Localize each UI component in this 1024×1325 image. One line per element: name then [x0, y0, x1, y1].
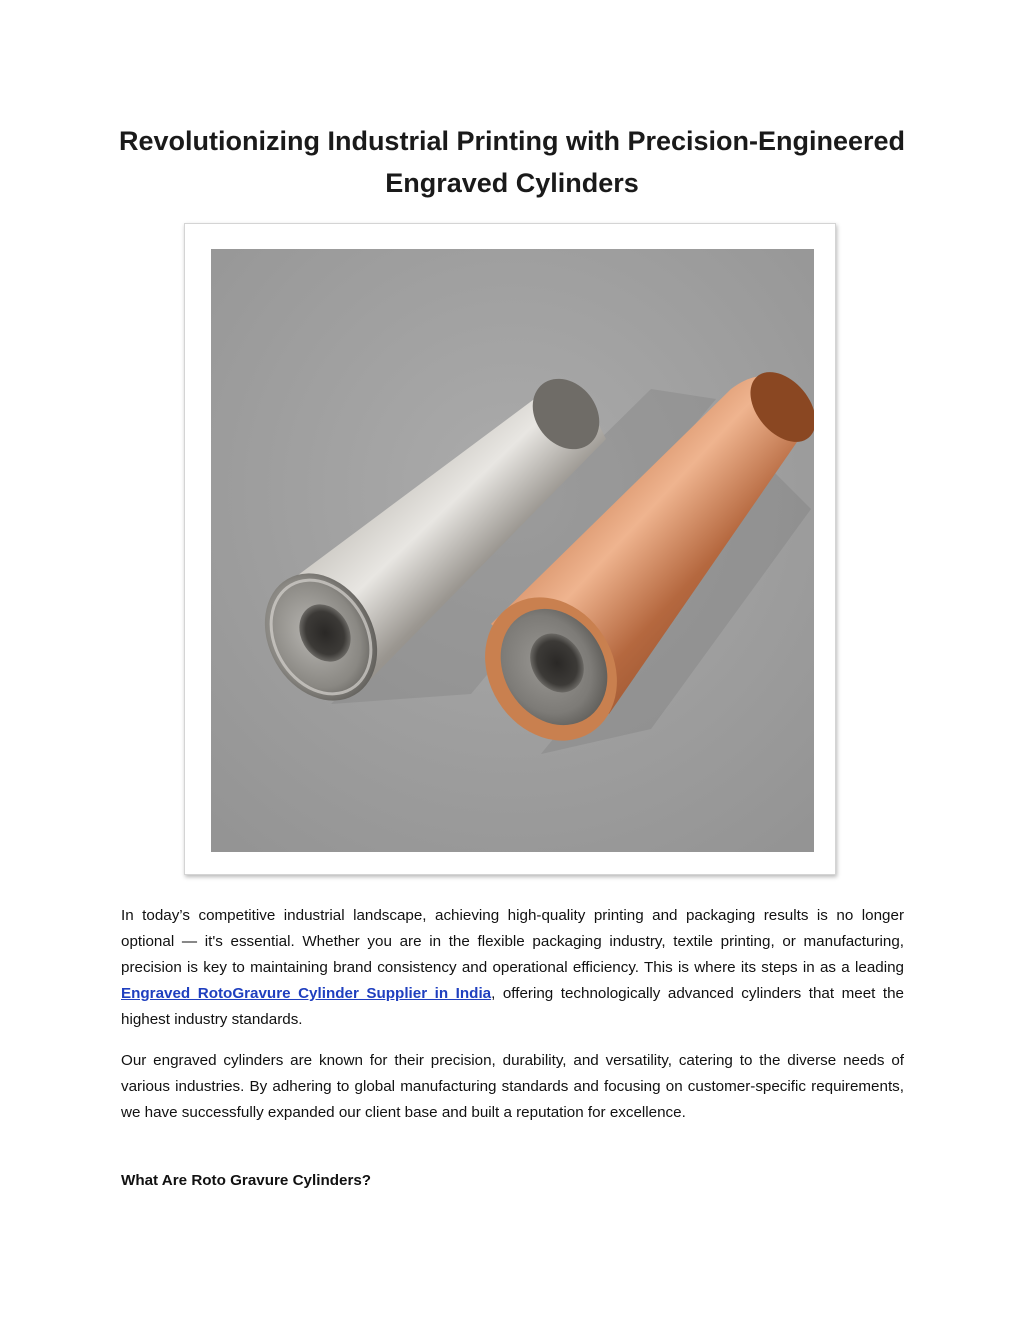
cylinders-illustration — [211, 249, 814, 852]
cylinders-paragraph: Our engraved cylinders are known for their precision, durability, and versatility, catering to the diverse needs of various industries. By adhering to global manufacturing standards and focusing on customer-specific requirements, we have successfully expanded our client base and built a reputation for excellence. — [121, 1052, 904, 1121]
page-title: Revolutionizing Industrial Printing with Precision-Engineered Engraved Cylinders — [118, 126, 906, 198]
intro-text-before: In today’s competitive industrial landscape, achieving high-quality printing and packaging results is no longer optional — it's essential. Whether you are in the flexible packaging industry, textile printing, or manufacturing, precision is key to maintaining brand consistency and operational efficiency. This is where its steps in as a leading — [121, 907, 904, 976]
figure-frame — [184, 223, 836, 875]
two-cylinders-photo — [211, 249, 814, 852]
section-heading: What Are Roto Gravure Cylinders? — [121, 1172, 372, 1189]
supplier-link[interactable]: Engraved RotoGravure Cylinder Supplier in India — [121, 985, 492, 1002]
intro-text-after: , offering technologically advanced cylinders that meet the highest industry standards. — [121, 985, 904, 1028]
intro-paragraph — [121, 903, 904, 1033]
